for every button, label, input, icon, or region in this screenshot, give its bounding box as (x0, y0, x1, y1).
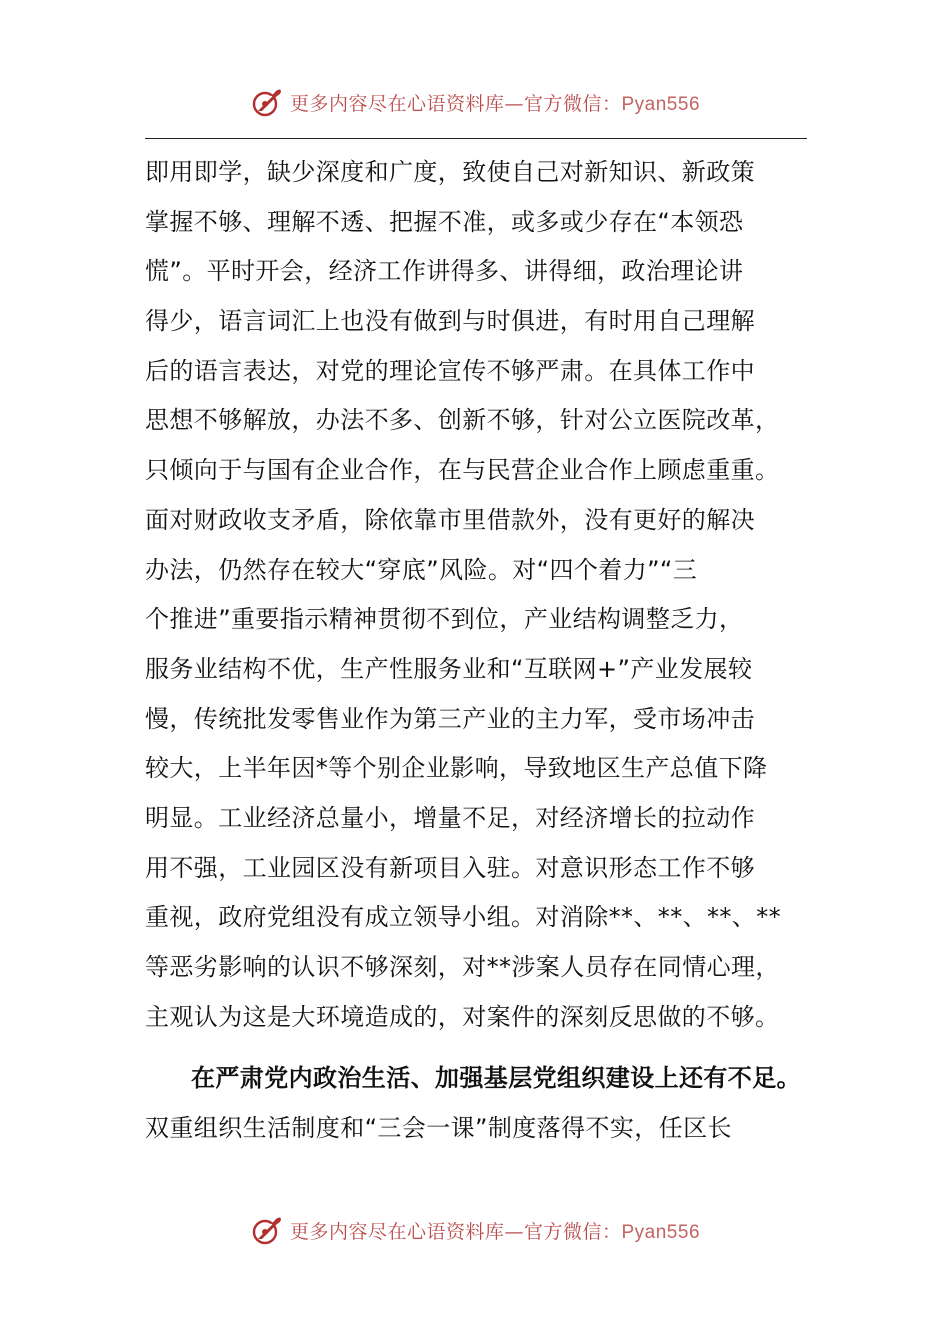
section-heading: 在严肃党内政治生活、加强基层党组织建设上还有不足。 (191, 1064, 801, 1093)
watermark-id: Pyan556 (621, 1221, 701, 1243)
body-line: 面对财政收支矛盾，除依靠市里借款外，没有更好的解决 (145, 505, 755, 534)
body-line: 服务业结构不优，生产性服务业和“互联网+”产业发展较 (145, 654, 753, 683)
body-line: 即用即学，缺少深度和广度，致使自己对新知识、新政策 (145, 158, 755, 186)
body-line: 掌握不够、理解不透、把握不准，或多或少存在“本领恐 (145, 207, 744, 236)
body-line: 只倾向于与国有企业合作，在与民营企业合作上顾虑重重。 (145, 456, 780, 485)
watermark-text: 更多内容尽在心语资料库—官方微信： (289, 92, 622, 115)
body-line: 办法，仍然存在较大“穿底”风险。对“四个着力”“三 (145, 555, 698, 584)
body-line: 重视，政府党组没有成立领导小组。对消除**、**、**、** (145, 903, 781, 932)
footer-watermark (0, 1210, 950, 1250)
body-line: 后的语言表达，对党的理论宣传不够严肃。在具体工作中 (145, 356, 755, 385)
document-body (145, 148, 815, 1154)
body-line: 慌”。平时开会，经济工作讲得多、讲得细，政治理论讲 (145, 257, 744, 286)
body-line: 个推进”重要指示精神贯彻不到位，产业结构调整乏力， (145, 605, 744, 634)
header-rule (145, 138, 807, 139)
quill-logo-icon (250, 1213, 284, 1247)
body-line: 双重组织生活制度和“三会一课”制度落得不实，任区长 (145, 1114, 732, 1143)
body-line: 明显。工业经济总量小，增量不足，对经济增长的拉动作 (145, 803, 755, 832)
watermark-text: 更多内容尽在心语资料库—官方微信： (289, 1220, 622, 1243)
body-line: 主观认为这是大环境造成的，对案件的深刻反思做的不够。 (145, 1002, 780, 1031)
quill-logo-icon (250, 85, 284, 119)
body-line: 思想不够解放，办法不多、创新不够，针对公立医院改革， (145, 406, 780, 435)
body-line: 等恶劣影响的认识不够深刻，对**涉案人员存在同情心理， (145, 953, 780, 981)
body-line: 得少，语言词汇上也没有做到与时俱进，有时用自己理解 (145, 307, 755, 336)
body-line: 较大，上半年因*等个别企业影响，导致地区生产总值下降 (145, 754, 768, 783)
header-watermark (0, 82, 950, 122)
body-line: 用不强，工业园区没有新项目入驻。对意识形态工作不够 (145, 853, 755, 882)
body-line: 慢，传统批发零售业作为第三产业的主力军，受市场冲击 (145, 704, 755, 733)
watermark-id: Pyan556 (621, 93, 701, 115)
